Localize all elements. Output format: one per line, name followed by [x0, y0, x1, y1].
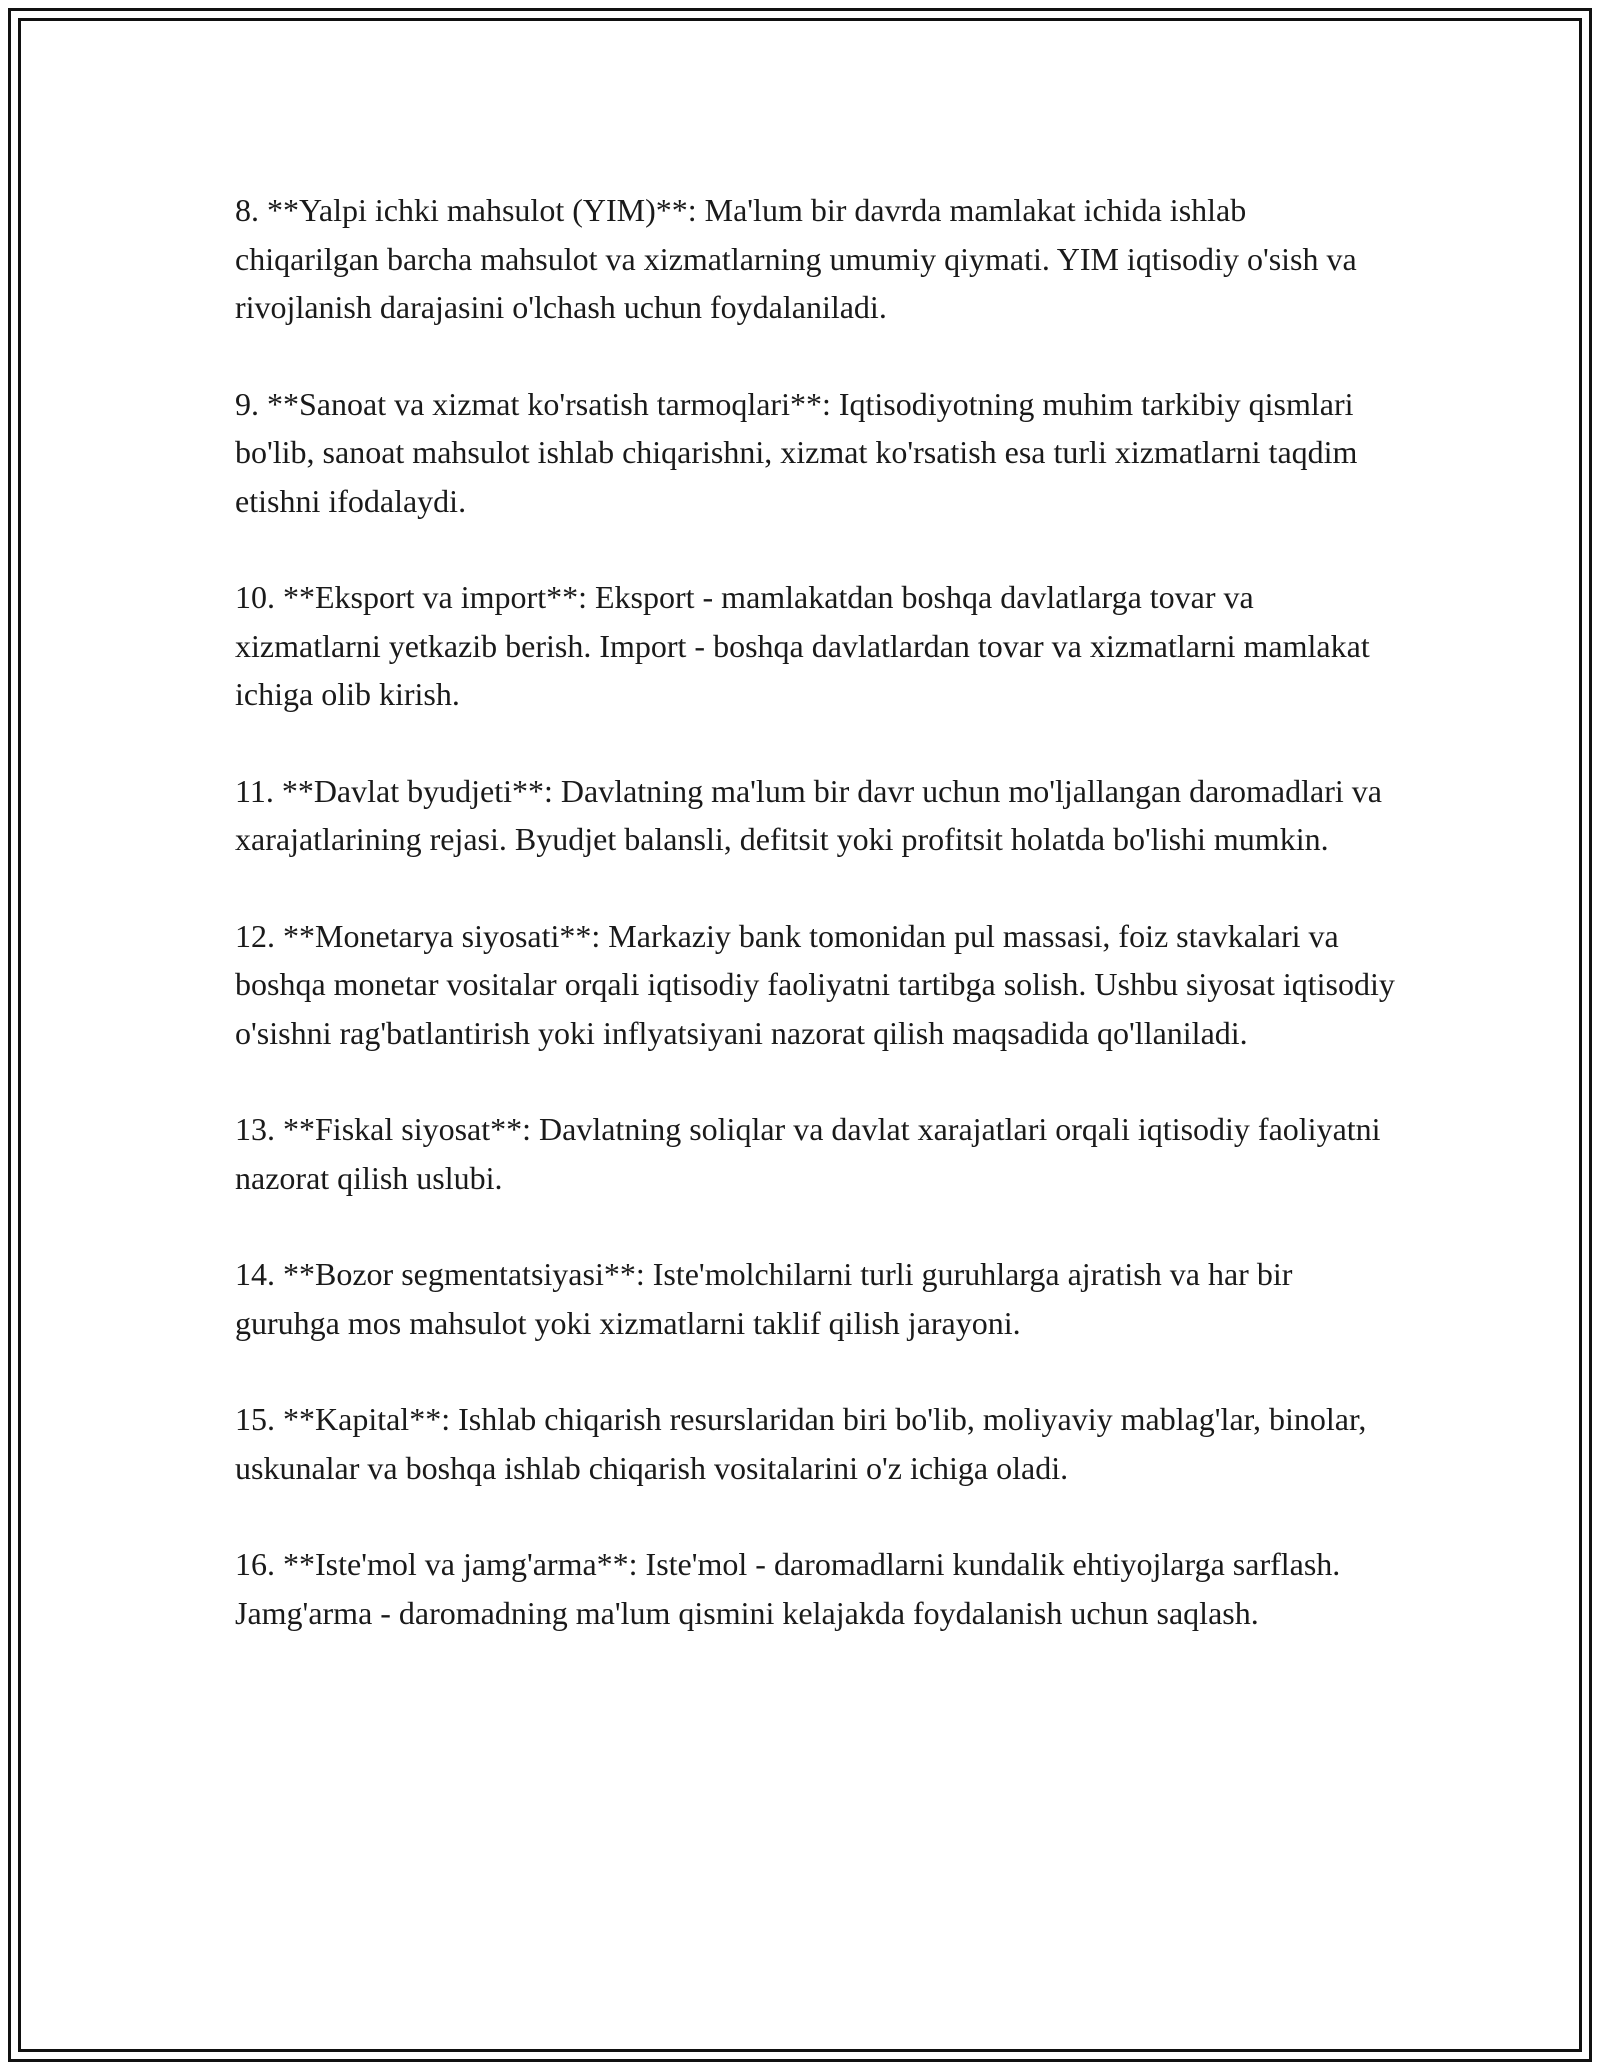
document-body: [235, 186, 1395, 1685]
entry-15: 15. **Kapital**: Ishlab chiqarish resurslaridan biri bo'lib, moliyaviy mablag'lar, binolar, uskunalar va boshqa ishlab chiqarish vositalarini o'z ichiga oladi.: [235, 1401, 1367, 1486]
entry-16: 16. **Iste'mol va jamg'arma**: Iste'mol - daromadlarni kundalik ehtiyojlarga sarflash. Jamg'arma - daromadning ma'lum qismini kelajakda foydalanish uchun saqlash.: [235, 1546, 1341, 1631]
entry-9: 9. **Sanoat va xizmat ko'rsatish tarmoqlari**: Iqtisodiyotning muhim tarkibiy qismlari bo'lib, sanoat mahsulot ishlab chiqarishni, xizmat ko'rsatish esa turli xizmatlarni taqdim etishni ifodalaydi.: [235, 385, 1358, 519]
entry-8: 8. **Yalpi ichki mahsulot (YIM)**: Ma'lum bir davrda mamlakat ichida ishlab chiqarilgan barcha mahsulot va xizmatlarning umumiy qiymati. YIM iqtisodiy o'sish va rivojlanish darajasini o'lchash uchun foydalaniladi.: [235, 192, 1357, 325]
entry-11: 11. **Davlat byudjeti**: Davlatning ma'lum bir davr uchun mo'ljallangan daromadlari va xarajatlarining rejasi. Byudjet balansli, defitsit yoki profitsit holatda bo'lishi mumkin.: [235, 772, 1382, 857]
entry-10: 10. **Eksport va import**: Eksport - mamlakatdan boshqa davlatlarga tovar va xizmatlarni yetkazib berish. Import - boshqa davlatlardan tovar va xizmatlarni mamlakat ichiga olib kirish.: [235, 579, 1370, 712]
entry-13: 13. **Fiskal siyosat**: Davlatning soliqlar va davlat xarajatlari orqali iqtisodiy faoliyatni nazorat qilish uslubi.: [235, 1111, 1381, 1196]
entry-12: 12. **Monetarya siyosati**: Markaziy bank tomonidan pul massasi, foiz stavkalari va boshqa monetar vositalar orqali iqtisodiy faoliyatni tartibga solish. Ushbu siyosat iqtisodiy o'sishni rag'batlantirish yoki inflyatsiyani nazorat qilish maqsadida qo'llaniladi.: [235, 917, 1395, 1051]
entry-14: 14. **Bozor segmentatsiyasi**: Iste'molchilarni turli guruhlarga ajratish va har bir guruhga mos mahsulot yoki xizmatlarni taklif qilish jarayoni.: [235, 1256, 1293, 1341]
